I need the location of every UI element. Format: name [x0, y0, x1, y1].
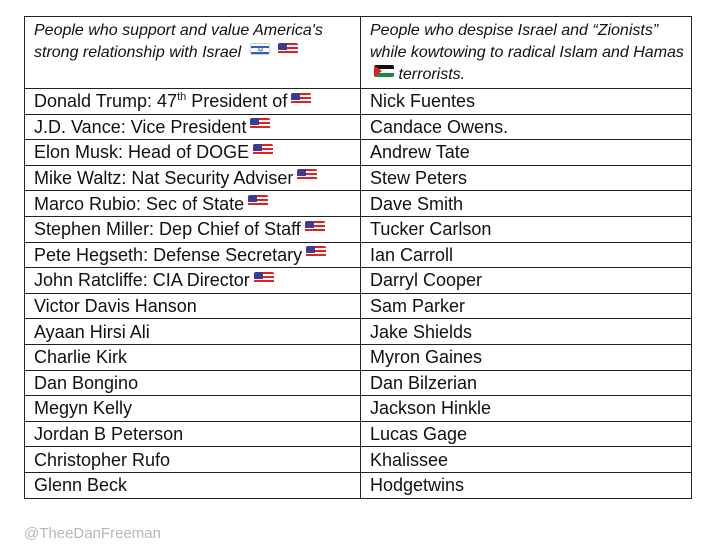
critic-cell — [361, 472, 692, 498]
critic-name: Tucker Carlson — [370, 219, 492, 240]
palestine-flag-icon — [374, 65, 394, 77]
supporter-cell — [25, 89, 361, 115]
supporter-name: Ayaan Hirsi Ali — [34, 321, 150, 342]
table-row — [25, 421, 692, 447]
critic-cell — [361, 268, 692, 294]
critic-name: Jake Shields — [370, 321, 473, 342]
table-row — [25, 319, 692, 345]
critic-name: Dave Smith — [370, 193, 464, 214]
table-row — [25, 447, 692, 473]
critic-cell — [361, 396, 692, 422]
critic-name: Ian Carroll — [370, 244, 454, 265]
critic-cell — [361, 242, 692, 268]
supporter-cell — [25, 447, 361, 473]
header-right — [361, 17, 692, 89]
critic-cell — [361, 370, 692, 396]
comparison-table — [24, 16, 692, 499]
supporter-name: Victor Davis Hanson — [34, 296, 197, 317]
us-flag-icon — [306, 246, 326, 258]
table-row — [25, 216, 692, 242]
us-flag-icon — [250, 118, 270, 130]
header-left — [25, 17, 361, 89]
critic-name: Sam Parker — [370, 296, 466, 317]
supporter-cell — [25, 319, 361, 345]
table-row — [25, 268, 692, 294]
critic-name: Jackson Hinkle — [370, 398, 492, 419]
table-row — [25, 191, 692, 217]
table-row — [25, 242, 692, 268]
critic-cell — [361, 165, 692, 191]
table-row — [25, 165, 692, 191]
supporter-cell — [25, 370, 361, 396]
critic-cell — [361, 140, 692, 166]
table-row — [25, 293, 692, 319]
critic-cell — [361, 344, 692, 370]
supporter-name: Mike Waltz: Nat Security Adviser — [34, 168, 294, 189]
supporter-cell — [25, 165, 361, 191]
watermark: @TheeDanFreeman — [24, 525, 161, 542]
header-left-text: People who support and value America's strong relationship with Israel — [34, 22, 323, 61]
israel-flag-icon — [250, 43, 270, 55]
supporter-name: Marco Rubio: Sec of State — [34, 193, 245, 214]
critic-cell — [361, 89, 692, 115]
table-row — [25, 344, 692, 370]
supporter-name: J.D. Vance: Vice President — [34, 116, 247, 137]
supporter-name: Megyn Kelly — [34, 398, 133, 419]
supporter-cell — [25, 344, 361, 370]
us-flag-icon — [253, 144, 273, 156]
critic-name: Darryl Cooper — [370, 270, 483, 291]
table-row — [25, 140, 692, 166]
us-flag-icon — [297, 169, 317, 181]
supporter-name: Donald Trump: 47th President of — [34, 91, 288, 112]
supporter-name: Stephen Miller: Dep Chief of Staff — [34, 219, 301, 240]
table-row — [25, 89, 692, 115]
critic-cell — [361, 114, 692, 140]
critic-name: Andrew Tate — [370, 142, 470, 163]
critic-name: Hodgetwins — [370, 475, 465, 496]
table-row — [25, 396, 692, 422]
critic-name: Lucas Gage — [370, 424, 468, 445]
header-row — [25, 17, 692, 89]
us-flag-icon — [278, 43, 298, 55]
supporter-name: Elon Musk: Head of DOGE — [34, 142, 250, 163]
critic-name: Candace Owens. — [370, 116, 509, 137]
critic-name: Stew Peters — [370, 168, 468, 189]
supporter-cell — [25, 268, 361, 294]
header-right-tail: terrorists. — [398, 66, 466, 83]
table-row — [25, 370, 692, 396]
critic-name: Nick Fuentes — [370, 91, 476, 112]
us-flag-icon — [254, 272, 274, 284]
table-row — [25, 114, 692, 140]
us-flag-icon — [305, 221, 325, 233]
supporter-name: Jordan B Peterson — [34, 424, 184, 445]
supporter-name: Pete Hegseth: Defense Secretary — [34, 244, 303, 265]
supporter-cell — [25, 242, 361, 268]
critic-cell — [361, 447, 692, 473]
critic-name: Khalissee — [370, 449, 449, 470]
supporter-name: Dan Bongino — [34, 372, 139, 393]
critic-name: Myron Gaines — [370, 347, 483, 368]
supporter-cell — [25, 216, 361, 242]
critic-cell — [361, 191, 692, 217]
critic-name: Dan Bilzerian — [370, 372, 478, 393]
supporter-cell — [25, 472, 361, 498]
supporter-name: Charlie Kirk — [34, 347, 128, 368]
critic-cell — [361, 319, 692, 345]
supporter-cell — [25, 114, 361, 140]
critic-cell — [361, 293, 692, 319]
critic-cell — [361, 216, 692, 242]
supporter-name: John Ratcliffe: CIA Director — [34, 270, 250, 291]
supporter-cell — [25, 140, 361, 166]
supporter-cell — [25, 293, 361, 319]
header-right-text: People who despise Israel and “Zionists” while kowtowing to radical Islam and Hamas — [370, 22, 684, 61]
critic-cell — [361, 421, 692, 447]
table-row — [25, 472, 692, 498]
supporter-name: Christopher Rufo — [34, 449, 171, 470]
us-flag-icon — [248, 195, 268, 207]
supporter-cell — [25, 191, 361, 217]
supporter-name: Glenn Beck — [34, 475, 128, 496]
us-flag-icon — [291, 93, 311, 105]
supporter-cell — [25, 396, 361, 422]
supporter-cell — [25, 421, 361, 447]
